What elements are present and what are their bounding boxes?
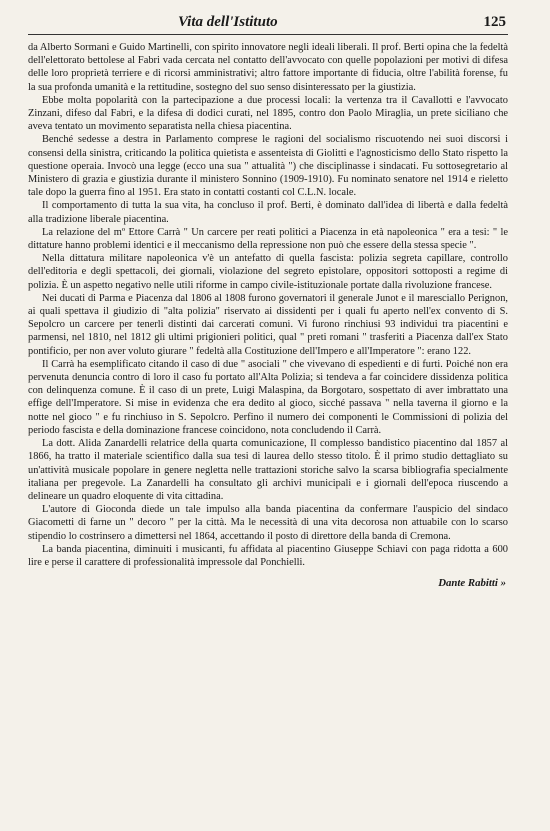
article-body <box>28 41 508 569</box>
paragraph: La relazione del mº Ettore Carrà " Un carcere per reati politici a Piacenza in età napoleonica " era a tesi: " le dittature hanno problemi identici e il meccanismo della repressione non può che essere della stessa specie ". <box>28 226 508 252</box>
paragraph: Il comportamento di tutta la sua vita, ha concluso il prof. Berti, è dominato dall'idea di libertà e dalla fedeltà alla tradizione liberale piacentina. <box>28 200 508 225</box>
paragraph: Benché sedesse a destra in Parlamento comprese le ragioni del socialismo riscuotendo nei suoi discorsi i consensi della sinistra, criticando la politica quietista e assenteista di Giolitti e l'agnosticismo dello Stato rispetto la questione operaia. Invocò una legge (ecco una sua " attualità ") che disciplinasse i sindacati. Fu sottosegretario al Ministero di grazia e giustizia durante il ministero Sonnino (1909-1910). Fu nominato senatore nel 1914 e rieletto tale dopo la guerra fino al 1951. Era stato in contatti costanti col C.L.N. locale. <box>28 134 508 199</box>
paragraph: Nella dittatura militare napoleonica v'è un antefatto di quella fascista: polizia segreta capillare, controllo dell'editoria e degli spettacoli, dei giornali, violazione del segreto epistolare, oppositori sottoposti a regime di polizia. È un aspetto negativo nelle utili riforme in campo civile-istituzionale portate dalla rivoluzione francese. <box>28 253 508 291</box>
paragraph: Ebbe molta popolarità con la partecipazione a due processi locali: la vertenza tra il Cavallotti e l'avvocato Zinzani, difeso dal Fabri, e la difesa di dodici curati, nel 1895, contro don Paolo Miraglia, un prete siciliano che aveva tentato un movimento separatista nella chiesa piacentina. <box>28 94 508 133</box>
paragraph: La dott. Alida Zanardelli relatrice della quarta comunicazione, Il complesso bandistico piacentino dal 1857 al 1866, ha tratto il materiale scientifico dalla sua tesi di laurea dello stesso titolo. È il primo studio dettagliato su un'attività musicale popolare in genere negletta nelle trattazioni storiche salvo la scarsa bibliografia specialmente italiana per pregevole. La Zanardelli ha consultato gli archivi municipali e i giornali dell'epoca riuscendo a delineare un quadro eloquente di vita cittadina. <box>28 438 508 502</box>
paragraph: Il Carrà ha esemplificato citando il caso di due " asociali " che vivevano di espedienti e di furti. Poiché non era pervenuta denuncia contro di loro il caso fu portato all'Alta Polizia; si tendeva a far coincidere dissidenza politica con delinquenza comune. È il caso di un prete, Luigi Malaspina, da Borgotaro, sospettato di aver imbrattato una effige dell'Imperatore. Si mise in evidenza che era dedito al gioco, sicché passava " nella taverna il giorno e la notte nel gioco " e fu rinchiuso in S. Sepolcro. Perfino il numero dei componenti le Commissioni di polizia del periodo fascista e della dominazione francese coincidono, nota concludendo il Carrà. <box>28 358 508 436</box>
author-signature: Dante Rabitti » <box>438 577 506 590</box>
running-header <box>28 14 508 35</box>
running-title: Vita dell'Istituto <box>178 14 278 30</box>
paragraph: L'autore di Gioconda diede un tale impulso alla banda piacentina da confermare l'auspicio del sindaco Giacometti di farne un " decoro " per la città. Ma le necessità di una vita decorosa non attuabile con lo scarso stipendio lo costrinsero a dimettersi nel 1864, accettando il posto di direttore della banda di Cremona. <box>28 504 508 542</box>
paragraph: da Alberto Sormani e Guido Martinelli, con spirito innovatore negli ideali liberali. Il prof. Berti opina che la fedeltà dell'elettorato bettolese al Fabri vada cercata nel contatto dell'avvocato con quelle popolazioni per motivi di difesa delle loro proprietà terriere e di ricorsi amministrativi; altro fattore importante di fiducia, oltre l'abilità forense, fu la sua profonda umanità e la rettitudine, sostegno del suo senso disinteressato per la giustizia. <box>28 42 508 93</box>
page-number: 125 <box>483 14 506 30</box>
paragraph: La banda piacentina, diminuiti i musicanti, fu affidata al piacentino Giuseppe Schiavi con paga ridotta a 600 lire e perse il carattere di professionalità impressole dal Ponchielli. <box>28 543 508 568</box>
paragraph: Nei ducati di Parma e Piacenza dal 1806 al 1808 furono governatori il generale Junot e il maresciallo Perignon, ai quali spettava il giudizio di "alta polizia" riservato ai dissidenti per i quali fu aperto nell'ex convento di S. Sepolcro un carcere per tenerli distinti dai carcerati comuni. Vi furono rinchiusi 93 individui tra piacentini e parmensi, nel 1810, nel 1812 gli ultimi prigionieri politici, qual " preti romani " trasferiti a Piacenza dall'ex Stato pontificio, per non aver voluto giurare " fedeltà alla Costituzione dell'Impero e all'Imperatore ": erano 122. <box>28 292 508 357</box>
